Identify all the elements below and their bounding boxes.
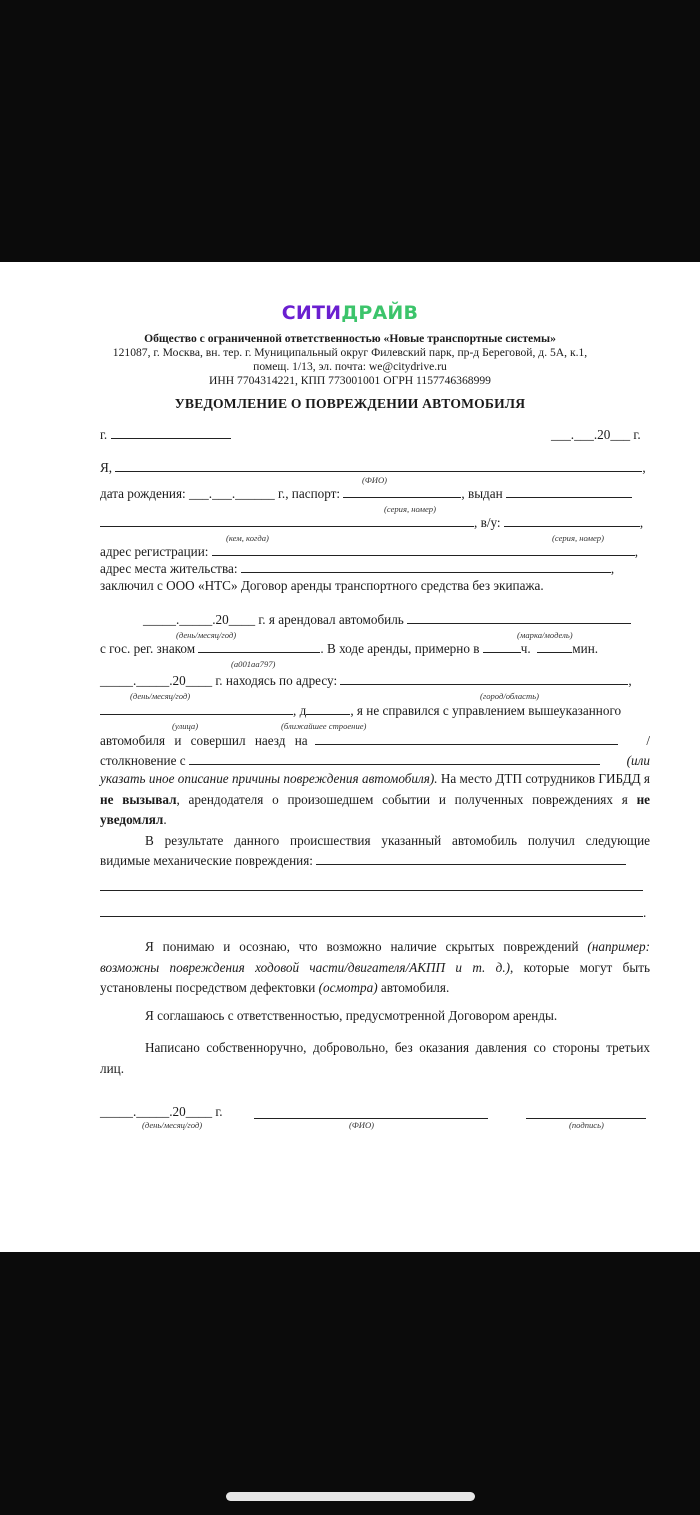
license-field[interactable] [504,515,640,527]
damage-row-2 [100,879,643,895]
hit-row: автомобиля и совершил наезд на / [100,733,650,748]
contract-text: заключил с ООО «НТС» Договор аренды транспортного средства без экипажа. [100,578,544,593]
doc-date[interactable]: ___.___.20___ г. [551,427,641,442]
reg-address-row: адрес регистрации: , [100,544,639,559]
birth-passport-row: дата рождения: ___.___.______ г., паспорт: , выдан [100,486,632,502]
car-model-field[interactable] [407,612,631,624]
handwritten-paragraph: Написано собственноручно, добровольно, без оказания давления со стороны третьих лиц. [100,1040,650,1076]
live-address-row: адрес места жительства: , [100,561,615,576]
city-row: г. [100,427,231,443]
damage-line1: В результате данного происшествия указанный автомобиль получил следующие [145,833,650,848]
street-field[interactable] [100,703,293,715]
minutes-field[interactable] [537,641,572,653]
collision-object-field[interactable] [189,753,600,765]
passport-field[interactable] [343,486,461,498]
sign-fio-field[interactable] [254,1107,488,1119]
signature-field[interactable] [526,1107,646,1119]
hint-building: (ближайшее строение) [281,721,367,731]
citydrive-logo: СИТИДРАЙВ [281,302,419,324]
damage-row: видимые механические повреждения: [100,853,626,869]
hint-passport: (серия, номер) [384,504,436,514]
damage-field-1[interactable] [316,853,626,865]
hint-plate: (а001аа797) [231,659,276,669]
incident-date-field[interactable]: _____._____.20____ г. находясь по адресу: [100,673,338,688]
city-field[interactable] [111,427,231,439]
document-title: УВЕДОМЛЕНИЕ О ПОВРЕЖДЕНИИ АВТОМОБИЛЯ [174,396,526,411]
hint-sign-date: (день/месяц/год) [142,1120,203,1130]
hint-sign-fio: (ФИО) [349,1120,375,1130]
hint-issued-by: (кем, когда) [226,533,269,543]
home-indicator[interactable] [226,1492,475,1501]
document-page [0,262,700,1252]
rent-date-field[interactable]: _____._____.20____ г. я арендовал автомобиль [143,612,404,627]
hint-incident-date: (день/месяц/год) [130,691,191,701]
hint-fio: (ФИО) [362,475,388,485]
collision-row: столкновение с (или [100,753,650,768]
fio-row: Я, , [100,460,646,475]
hint-signature: (подпись) [569,1120,604,1130]
issued-by-field[interactable] [100,515,474,527]
hint-license: (серия, номер) [552,533,604,543]
issued-by-row: , в/у: , [100,515,643,531]
plate-field[interactable] [198,641,320,653]
damage-field-2[interactable] [100,879,643,891]
hint-model: (марка/модель) [517,630,573,640]
damage-field-3[interactable] [100,905,643,917]
damage-row-3: . [100,905,646,921]
hit-object-field[interactable] [315,733,618,745]
company-address-line2: помещ. 1/13, эл. почта: we@citydrive.ru [253,360,447,373]
building-field[interactable] [306,703,350,715]
police-paragraph: указать иное описание причины повреждения автомобиля). На место ДТП сотрудников ГИБДД я не вызывал, арендодателя о произошедшем событии и полученных повреждениях я не уведомлял. [100,771,651,827]
fio-field[interactable] [115,460,642,472]
company-name: Общество с ограниченной ответственностью «Новые транспортные системы» [144,332,556,345]
company-requisites: ИНН 7704314221, КПП 773001001 ОГРН 1157746368999 [209,374,491,387]
agree-paragraph: Я соглашаюсь с ответственностью, предусмотренной Договором аренды. [145,1008,558,1023]
issued-field[interactable] [506,486,632,498]
hours-field[interactable] [483,641,521,653]
hint-rent-date: (день/месяц/год) [176,630,237,640]
rent-row [143,612,631,628]
hint-street: (улица) [172,721,199,731]
reg-address-field[interactable] [212,544,635,556]
hidden-damage-paragraph: Я понимаю и осознаю, что возможно наличие скрытых повреждений (например: возможны повреждения ходовой части/двигателя/АКПП и т. д.), которые могут быть установлены посредством дефектовки (осмотра) автомобиля. [100,939,650,995]
birth-date-field[interactable]: ___.___.______ г., паспорт: [188,486,341,501]
live-address-field[interactable] [241,561,611,573]
incident-date-row: _____._____.20____ г. находясь по адресу: , [100,673,632,688]
hint-city: (город/область) [480,691,539,701]
city-region-field[interactable] [340,673,628,685]
sign-date-field[interactable]: _____._____.20____ г. [100,1104,223,1119]
plate-row: с гос. рег. знаком . В ходе аренды, примерно в ч. мин. [100,641,599,656]
company-address-line1: 121087, г. Москва, вн. тер. г. Муниципальный округ Филевский парк, пр-д Береговой, д. 5А, к.1, [112,346,588,359]
street-row: , д , я не справился с управлением вышеуказанного [100,703,621,719]
